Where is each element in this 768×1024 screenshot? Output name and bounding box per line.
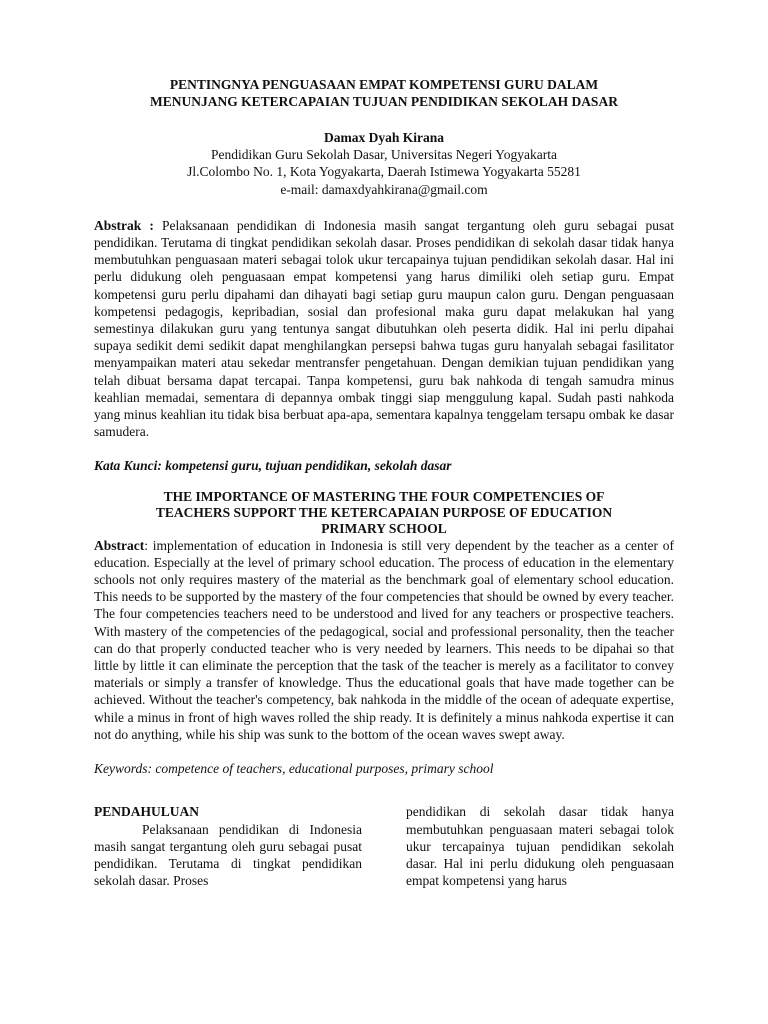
- kata-kunci: Kata Kunci: kompetensi guru, tujuan pendidikan, sekolah dasar: [94, 458, 452, 474]
- english-title-line-3: PRIMARY SCHOOL: [321, 520, 447, 536]
- paper-title-line-1: PENTINGNYA PENGUASAAN EMPAT KOMPETENSI GURU DALAM: [169, 77, 599, 92]
- section-heading: PENDAHULUAN: [94, 804, 200, 820]
- abstract-text: : implementation of education in Indonesia is still very dependent by the teacher as a center of education. Especially at the level of primary school education. The process of education in the elementary schools not only requires mastery of the material as the benchmark goal of elementary school education. This needs to be supported by the mastery of the four competencies that should be owned by every teacher. The four competencies teachers need to be understood and lived for any teachers or prospective teachers. With mastery of the competencies of the pedagogical, social and professional personality, then the teacher can do that properly conducted teacher who is very needed by learners. This needs to be dipahai so that little by little it can eliminate the perception that the task of the teacher is merely as a facilitator to convey materials or simply a transfer of knowledge. Thus the educational goals that have made together can be achieved. Without the teacher's competency, bak nahkoda in the middle of the ocean of adequate expertise, while a minus in front of high waves rolled the ship ready. It is definitely a minus nahkoda expertise it can not do anything, while his ship was sunk to the bottom of the ocean waves swept away.: [94, 537, 674, 742]
- abstrak-label: Abstrak :: [94, 217, 154, 233]
- author-email: e-mail: damaxdyahkirana@gmail.com: [280, 181, 488, 197]
- english-title-line-2: TEACHERS SUPPORT THE KETERCAPAIAN PURPOSE OF EDUCATION: [155, 504, 613, 520]
- author-affiliation: Pendidikan Guru Sekolah Dasar, Universitas Negeri Yogyakarta: [211, 147, 557, 163]
- body-text-left: Pelaksanaan pendidikan di Indonesia masih sangat tergantung oleh guru sebagai pusat pendidikan. Terutama di tingkat pendidikan sekolah dasar. Proses: [94, 821, 362, 889]
- body-columns: [94, 803, 674, 889]
- english-title: [94, 489, 674, 537]
- body-column-left: [94, 803, 362, 889]
- paper-title-line-2: MENUNJANG KETERCAPAIAN TUJUAN PENDIDIKAN SEKOLAH DASAR: [150, 94, 618, 109]
- author-address: Jl.Colombo No. 1, Kota Yogyakarta, Daerah Istimewa Yogyakarta 55281: [187, 164, 581, 180]
- keywords: Keywords: competence of teachers, educational purposes, primary school: [94, 761, 494, 777]
- abstract-paragraph: [94, 537, 674, 743]
- author-name: Damax Dyah Kirana: [323, 130, 444, 145]
- body-text-right: pendidikan di sekolah dasar tidak hanya membutuhkan penguasaan materi sebagai tolok ukur tercapainya tujuan pendidikan sekolah dasar. Hal ini perlu didukung oleh penguasaan empat kompetensi yang harus: [406, 804, 674, 889]
- body-column-right: [406, 803, 674, 889]
- abstrak-paragraph: [94, 217, 674, 441]
- abstrak-text: Pelaksanaan pendidikan di Indonesia masih sangat tergantung oleh guru sebagai pusat pendidikan. Terutama di tingkat pendidikan sekolah dasar. Proses pendidikan di sekolah dasar tidak hanya membutuhkan penguasaan materi sebagai tolok ukur tercapainya tujuan pendidikan sekolah dasar. Hal ini perlu didukung oleh penguasaan empat kompetensi yang harus dimiliki oleh setiap guru. Empat kompetensi guru perlu dipahami dan dihayati bagi setiap guru maupun calon guru. Dengan penguasaan kompetensi pedagogis, kepribadian, sosial dan profesional maka guru dapat melakukan hal yang semestinya dilakukan guru yang tentunya sangat dibutuhkan oleh peserta didik. Hal ini perlu dipahai supaya sedikit demi sedikit dapat menghilangkan persepsi bahwa tugas guru hanyalah sebagai fasilitator menyampaikan materi atau sekedar mentransfer pengetahuan. Dengan demikian tujuan pendidikan yang telah dibuat bersama dapat tercapai. Tanpa kompetensi, guru bak nahkoda di tengah samudra minus keahlian memadai, sementara di depannya ombak tinggi siap menggulung kapal. Sudah pasti nahkoda yang minus keahlian itu tidak bisa berbuat apa-apa, sementara kapalnya tenggelam tersapu ombak ke dasar samudera.: [94, 217, 674, 440]
- english-title-line-1: THE IMPORTANCE OF MASTERING THE FOUR COMPETENCIES OF: [163, 488, 605, 504]
- abstract-label: Abstract: [94, 537, 145, 553]
